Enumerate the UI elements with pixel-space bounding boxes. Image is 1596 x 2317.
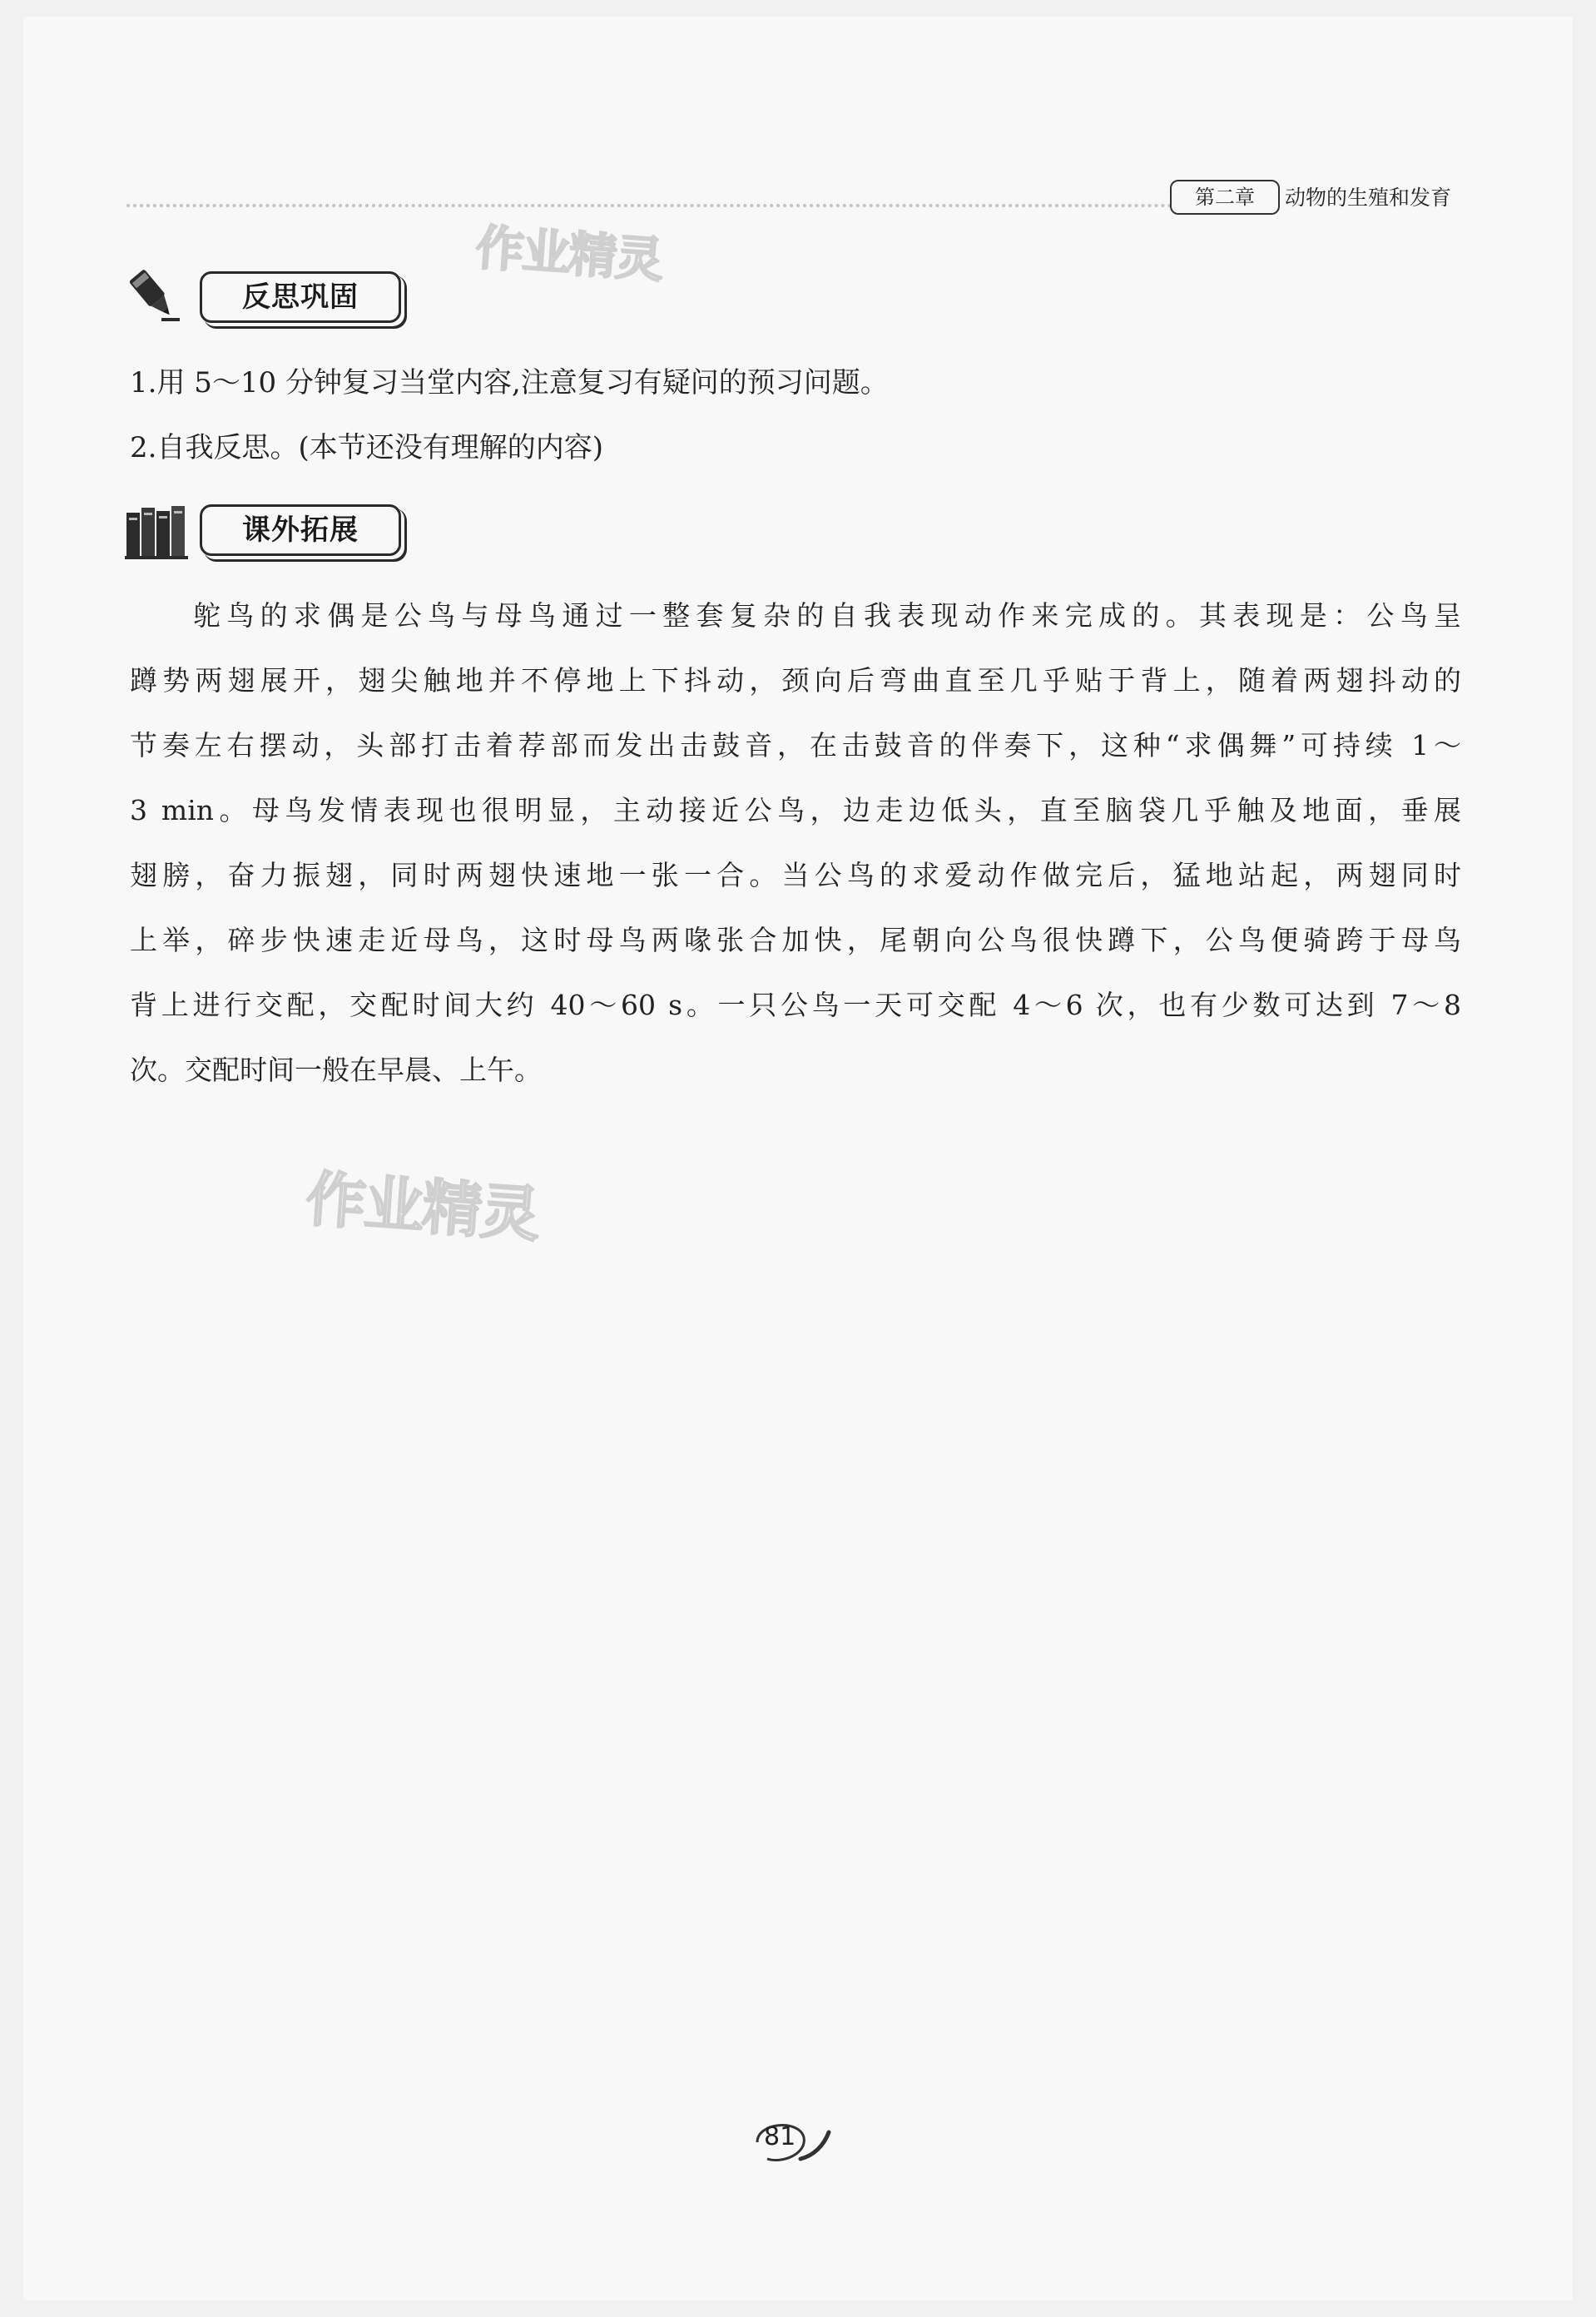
section-title-extension: 课外拓展 — [200, 504, 401, 556]
section-title-reflection: 反思巩固 — [200, 271, 401, 323]
extension-line-4: 3 min。母鸟发情表现也很明显，主动接近公鸟，边走边低头，直至脑袋几乎触及地面，垂展 — [130, 794, 1461, 826]
reflection-item-2: 2.自我反思。(本节还没有理解的内容) — [130, 431, 603, 464]
page-number-text: 81 — [764, 2122, 796, 2151]
chapter-badge: 第二章 — [1170, 180, 1280, 215]
watermark-top: 作业精灵 — [473, 219, 664, 289]
extension-line-7: 背上进行交配，交配时间大约 40～60 s。一只公鸟一天可交配 4～6 次，也有少数可达到 7～8 — [130, 989, 1461, 1021]
books-icon — [125, 501, 188, 564]
reflection-item-1: 1.用 5～10 分钟复习当堂内容,注意复习有疑问的预习问题。 — [130, 366, 889, 399]
extension-line-8: 次。交配时间一般在早晨、上午。 — [130, 1054, 542, 1086]
extension-line-6: 上举，碎步快速走近母鸟，这时母鸟两喙张合加快，尾朝向公鸟很快蹲下，公鸟便骑跨于母鸟 — [130, 924, 1461, 956]
marker-pen-icon — [125, 265, 185, 328]
chapter-title: 动物的生殖和发育 — [1285, 186, 1452, 210]
extension-line-5: 翅膀，奋力振翅，同时两翅快速地一张一合。当公鸟的求爱动作做完后，猛地站起，两翅同时 — [130, 859, 1461, 891]
watermark-middle: 作业精灵 — [303, 1163, 542, 1250]
header-rule — [126, 204, 1179, 207]
extension-line-2: 蹲势两翅展开，翅尖触地并不停地上下抖动，颈向后弯曲直至几乎贴于背上，随着两翅抖动的 — [130, 664, 1461, 697]
page-number — [752, 2112, 819, 2166]
extension-line-3: 节奏左右摆动，头部打击着荐部而发出击鼓音，在击鼓音的伴奏下，这种“求偶舞”可持续 1～ — [130, 729, 1461, 762]
extension-line-1: 鸵鸟的求偶是公鸟与母鸟通过一整套复杂的自我表现动作来完成的。其表现是：公鸟呈 — [193, 599, 1461, 632]
